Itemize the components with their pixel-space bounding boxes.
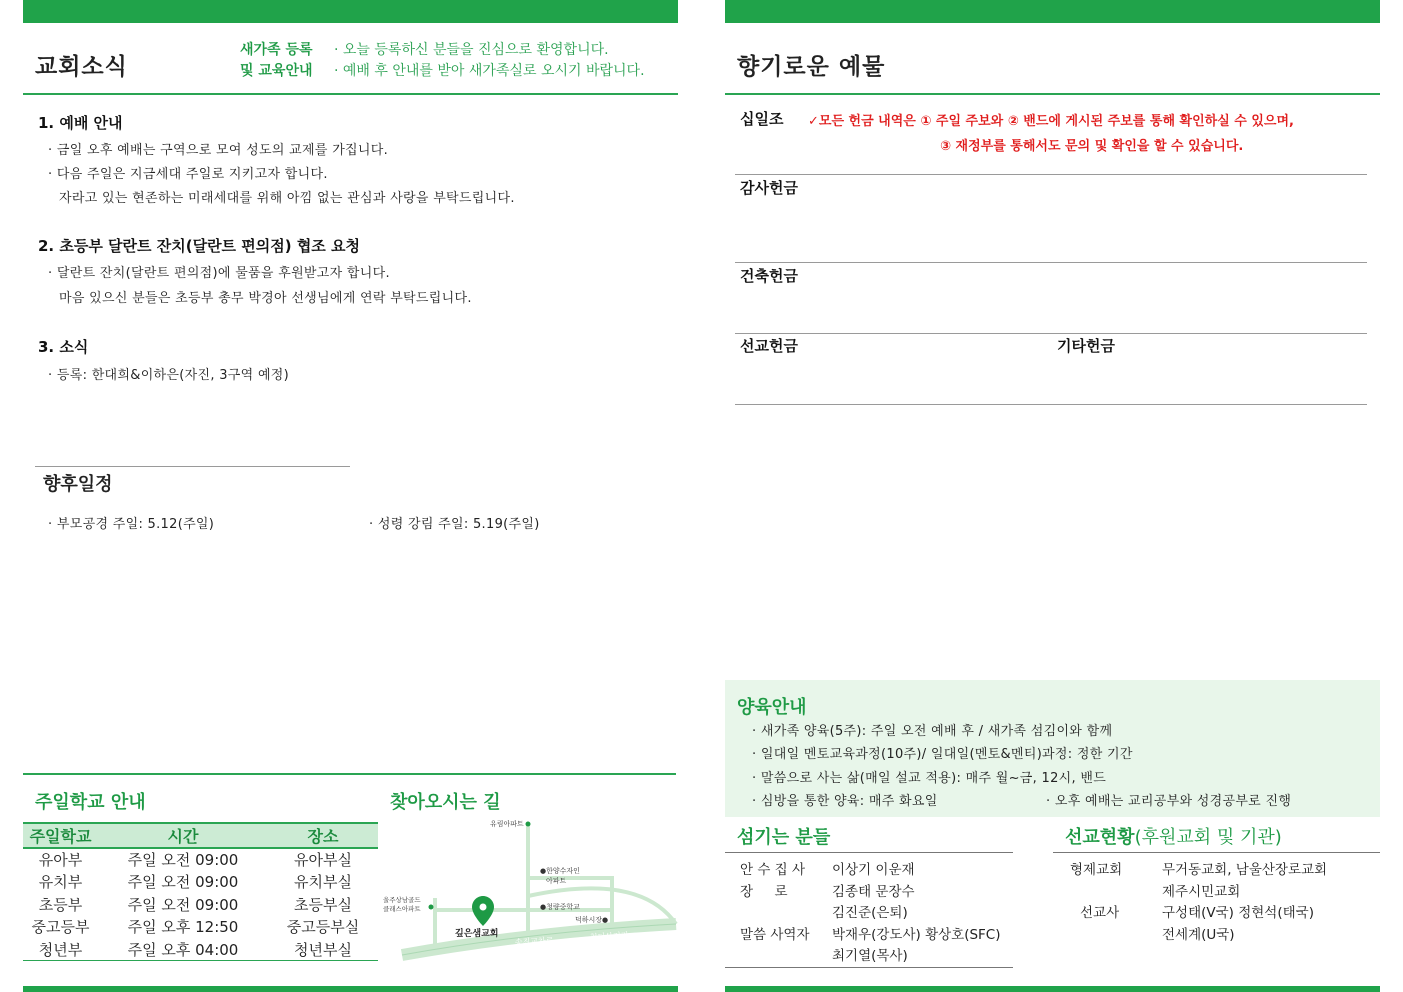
directions-title: 찾아오시는 길 [390,792,501,813]
offering-divider [735,404,1367,405]
map-label: 유림아파트 [490,820,524,828]
offering-note-line1: ✓모든 헌금 내역은 ① 주일 주보와 ② 밴드에 게시된 주보를 통해 확인하실 수 있으며, [808,114,1294,129]
tithe-label: 십일조 [740,110,784,128]
section-worship-line: · 금일 오후 예배는 구역으로 모여 성도의 교제를 가집니다. [48,143,389,158]
sunday-school-title: 주일학교 안내 [35,792,146,813]
server-role: 장 로 [740,883,788,900]
mission-role [1070,880,1162,902]
offering-title: 향기로운 예물 [737,54,886,80]
building-offering-label: 건축헌금 [740,267,798,285]
missions-title-sub: (후원교회 및 기관) [1134,827,1282,848]
map-church-label: 깊은샘교회 [455,929,499,939]
mission-names: 구성태(V국) 정현석(태국) [1162,905,1314,921]
server-role [740,944,832,966]
newcomer-text-line1: · 오늘 등록하신 분들을 진심으로 환영합니다. [334,42,609,58]
section-talent-line: 마음 있으신 분들은 초등부 총무 박경아 선생님에게 연락 부탁드립니다. [59,291,472,306]
schedule-item: · 부모공경 주일: 5.12(주일) [48,517,215,532]
mission-names: 전세계(U국) [1162,926,1235,943]
mission-role: 선교사 [1080,905,1120,921]
section-worship-heading: 1. 예배 안내 [38,114,123,132]
table-row [1070,858,1327,880]
map-dot [526,822,531,827]
newcomer-label [240,40,313,82]
section-news-line: · 등록: 한대희&이하은(자진, 3구역 예정) [48,368,290,383]
nurture-line: · 새가족 양육(5주): 주일 오전 예배 후 / 새가족 섬김이와 함께 [752,724,1113,739]
map-label: 아파트 [546,877,567,885]
other-offering-label: 기타헌금 [1057,337,1115,355]
table-header-cell: 장소 [268,823,378,848]
table-cell: 유치부실 [294,873,352,892]
table-row [1070,901,1327,923]
mission-role: 형제교회 [1070,862,1123,878]
nurture-title: 양육안내 [737,697,807,718]
server-names: 박재우(강도사) 황상호(SFC) [832,926,1001,943]
missions-divider [1053,852,1380,853]
server-names: 김진준(은퇴) [832,905,908,921]
table-cell: 중고등부실 [286,918,360,937]
table-cell: 유아부 [38,851,83,870]
table-cell: 주일 오전 09:00 [127,895,239,914]
map-dot [429,905,434,910]
nurture-line: · 심방을 통한 양육: 매주 화요일 [752,794,938,809]
location-pin-icon [472,896,494,926]
table-row [23,938,378,961]
table-row [740,901,1001,923]
table-row [740,858,1001,880]
left-bottom-divider [23,773,676,775]
section-news-heading: 3. 소식 [38,338,89,356]
map-label: 클래스아파트 [383,905,421,913]
schedule-divider [35,466,350,467]
newcomer-text-line2: · 예배 후 안내를 받아 새가족실로 오시기 바랍니다. [334,63,645,79]
table-cell: 중고등부 [31,918,90,937]
table-cell: 유치부 [38,873,83,892]
table-row [740,944,1001,966]
map-road-label: 청터삼거리 [589,930,629,942]
missions-table [1070,858,1327,944]
nurture-line: · 일대일 멘토교육과정(10주)/ 일대일(멘토&멘티)과정: 정한 기간 [752,747,1133,762]
section-worship-line: · 다음 주일은 지금세대 주일로 지키고자 합니다. [48,167,328,182]
offering-divider [735,262,1367,263]
table-cell: 유아부실 [294,851,352,870]
table-header-row [23,823,378,848]
right-header-divider [725,93,1380,95]
servers-title: 섬기는 분들 [737,827,831,848]
table-cell: 주일 오후 04:00 [98,938,268,961]
table-cell: 초등부실 [294,895,352,914]
mission-role [1070,923,1162,945]
table-cell: 주일 오후 12:50 [127,918,239,937]
top-bar-left [23,0,678,23]
schedule-title: 향후일정 [43,474,113,495]
location-pin-dot [480,904,487,911]
server-role: 말씀 사역자 [740,926,810,943]
table-cell: 주일 오전 09:00 [127,851,239,870]
mission-offering-label: 선교헌금 [740,337,798,355]
offering-divider [735,174,1367,175]
servers-bottom-divider [725,967,1013,968]
server-role [740,901,832,923]
left-header-divider [23,93,678,95]
table-header-cell: 시간 [98,823,268,848]
table-cell: 청년부 [23,938,98,961]
top-bar-right [725,0,1380,23]
offering-divider [735,333,1367,334]
table-row [23,916,378,939]
table-row [740,923,1001,945]
table-cell: 초등부 [38,895,83,914]
servers-divider [725,852,1013,853]
table-cell: 청년부실 [268,938,378,961]
section-talent-line: · 달란트 잔치(달란트 편의점)에 물품을 후원받고자 합니다. [48,266,390,281]
mission-names: 제주시민교회 [1162,883,1241,900]
missions-title [1065,823,1282,849]
map-label: ●한양수자인 [540,867,580,875]
newcomer-label-line2: 및 교육안내 [240,63,313,79]
servers-table [740,858,1001,966]
map-label: ●청량중학교 [540,903,580,911]
server-names: 이상기 이운재 [832,862,915,878]
section-talent-heading: 2. 초등부 달란트 잔치(달란트 편의점) 협조 요청 [38,237,361,255]
table-row [1070,880,1327,902]
server-role: 안 수 집 사 [740,862,806,878]
nurture-line: · 오후 예배는 교리공부와 성경공부로 진행 [1046,794,1292,809]
bottom-bar-right [725,986,1380,992]
table-cell: 주일 오전 09:00 [127,873,239,892]
table-row [1070,923,1327,945]
nurture-line: · 말씀으로 사는 삶(매일 설교 적용): 매주 월~금, 12시, 밴드 [752,771,1107,786]
thanks-offering-label: 감사헌금 [740,179,798,197]
map-label: 덕하시장● [575,916,609,924]
server-names: 최기열(목사) [832,948,908,964]
offering-note-line2: ③ 재정부를 통해서도 문의 및 확인을 할 수 있습니다. [940,139,1244,154]
directions-map [380,812,680,962]
missions-title-main: 선교현황 [1065,827,1135,848]
table-row [740,880,1001,902]
table-row [23,848,378,871]
sunday-school-table [23,822,378,961]
mission-names: 무거동교회, 남울산장로교회 [1162,862,1328,878]
newcomer-label-line1: 새가족 등록 [240,42,313,58]
newcomer-text [334,40,645,82]
church-news-title: 교회소식 [35,54,128,80]
table-header-cell: 주일학교 [23,823,98,848]
table-row [23,893,378,916]
schedule-item: · 성령 강림 주일: 5.19(주일) [369,517,540,532]
map-road-label: 송진교차로 [514,935,554,947]
map-label: 울주상남골드 [383,896,421,904]
section-worship-line: 자라고 있는 현존하는 미래세대를 위해 아낌 없는 관심과 사랑을 부탁드립니다. [59,191,515,206]
bottom-bar-left [23,986,678,992]
server-names: 김종태 문장수 [832,883,915,900]
table-row [23,871,378,894]
